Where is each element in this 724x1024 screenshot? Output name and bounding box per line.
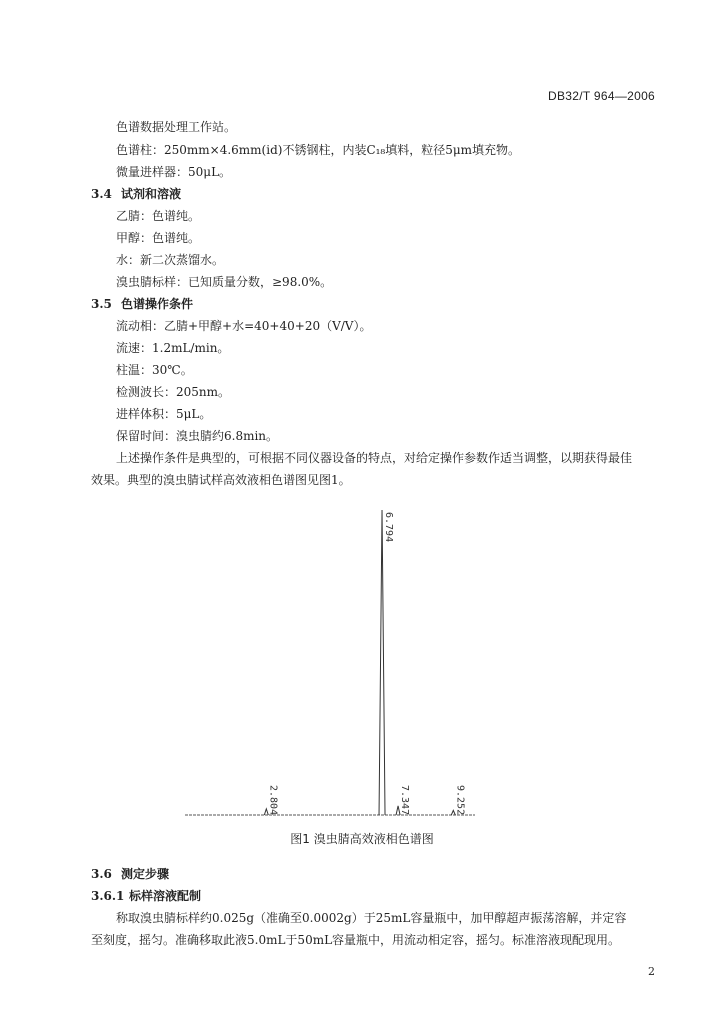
section-number: 3.6.1 <box>91 889 125 903</box>
list-item: 色谱柱：250mm×4.6mm(id)不锈钢柱，内装C₁₈填料，粒径5μm填充物。 <box>116 143 521 157</box>
chromatogram-figure <box>180 500 480 822</box>
section-heading-3-5 <box>91 297 193 311</box>
section-number: 3.5 <box>91 297 112 311</box>
note-line-1: 上述操作条件是典型的，可根据不同仪器设备的特点，对给定操作参数作适当调整，以期获得最佳 <box>116 451 633 465</box>
list-item: 流速：1.2mL/min。 <box>116 341 230 355</box>
peak-label-2.804: 2.804 <box>267 785 279 816</box>
note-paragraph <box>91 447 665 491</box>
note-line-2: 效果。典型的溴虫腈试样高效液相色谱图见图1。 <box>91 473 351 487</box>
peaks-group <box>264 510 465 815</box>
page-number: 2 <box>648 965 655 978</box>
peak-label-9.252: 9.252 <box>454 785 466 816</box>
list-item: 流动相：乙腈+甲醇+水=40+40+20（V/V）。 <box>116 319 372 333</box>
figure-caption: 图1 溴虫腈高效液相色谱图 <box>290 832 434 846</box>
chromatogram-chart <box>180 500 480 822</box>
prep-paragraph <box>91 907 665 951</box>
section-title: 色谱操作条件 <box>121 297 194 311</box>
list-item: 进样体积：5μL。 <box>116 407 212 421</box>
section-title: 测定步骤 <box>121 867 170 881</box>
list-item: 水：新二次蒸馏水。 <box>116 253 225 267</box>
section-number: 3.6 <box>91 867 112 881</box>
peak-label-7.347: 7.347 <box>399 785 411 816</box>
prep-line-1: 称取溴虫腈标样约0.025g（准确至0.0002g）于25mL容量瓶中，加甲醇超声振荡溶解，并定容 <box>116 911 627 925</box>
section-number: 3.4 <box>91 187 112 201</box>
standard-code: DB32/T 964—2006 <box>548 89 656 103</box>
peak-6.794 <box>379 510 385 815</box>
list-item: 保留时间：溴虫腈约6.8min。 <box>116 429 279 443</box>
list-item: 甲醇：色谱纯。 <box>116 231 201 245</box>
prep-line-2: 至刻度，摇匀。准确移取此液5.0mL于50mL容量瓶中，用流动相定容，摇匀。标准溶液现配现用。 <box>91 933 621 947</box>
list-item: 柱温：30℃。 <box>116 363 193 377</box>
section-title: 试剂和溶液 <box>121 187 182 201</box>
list-item: 检测波长：205nm。 <box>116 385 231 399</box>
section-heading-3-6 <box>91 867 169 881</box>
list-item: 溴虫腈标样：已知质量分数，≥98.0%。 <box>116 275 333 289</box>
list-item: 乙腈：色谱纯。 <box>116 209 201 223</box>
section-heading-3-6-1 <box>91 889 201 903</box>
section-heading-3-4 <box>91 187 181 201</box>
list-item: 微量进样器：50μL。 <box>116 165 232 179</box>
peak-label-6.794: 6.794 <box>383 512 395 543</box>
list-item: 色谱数据处理工作站。 <box>116 120 237 134</box>
section-title: 标样溶液配制 <box>129 889 202 903</box>
